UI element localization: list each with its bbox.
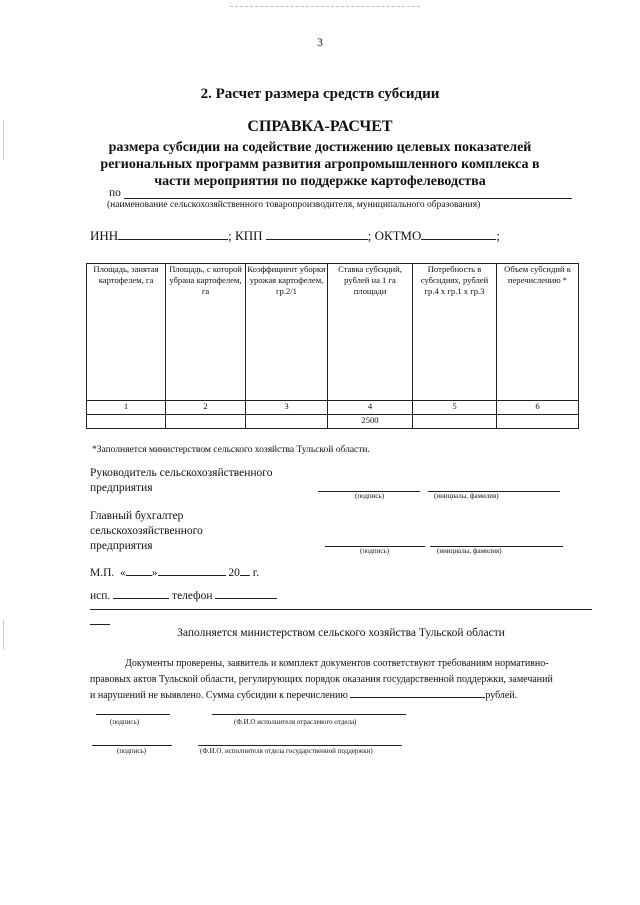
po-label: по: [109, 187, 121, 199]
column-number: 1: [87, 401, 166, 415]
ids-row: [90, 227, 500, 244]
page-number: 3: [317, 37, 323, 49]
accountant-label-line-2: сельскохозяйственного: [90, 525, 203, 537]
accountant-label: [90, 509, 203, 554]
value-cell[interactable]: [497, 415, 579, 429]
quote-close: »: [151, 567, 158, 579]
head-initials-caption: (инициалы, фамилия): [434, 492, 499, 500]
accountant-label-line-1: Главный бухгалтер: [90, 510, 184, 522]
subsidy-amount-field[interactable]: [350, 687, 485, 698]
rubles-label: рублей.: [485, 690, 518, 701]
producer-caption: (наименование сельскохозяйственного товаропроизводителя, муниципального образования): [107, 200, 481, 210]
executor-field[interactable]: [113, 586, 169, 599]
kpp-field[interactable]: [266, 227, 368, 240]
header-cell: Коэффициент уборки урожая картофелем, гр.2/1: [246, 264, 328, 401]
value-cell[interactable]: [166, 415, 246, 429]
year-field[interactable]: [240, 563, 250, 576]
executor-caption-2: (Ф.И.О. исполнителя отдела государственной поддержки): [200, 747, 373, 755]
value-cell[interactable]: [413, 415, 497, 429]
document-subtitle: [0, 139, 640, 190]
header-cell: Ставка субсидий, рублей на 1 га площади: [328, 264, 413, 401]
footnote: *Заполняется министерством сельского хозяйства Тульской области.: [92, 445, 370, 455]
inn-field[interactable]: [118, 227, 228, 240]
value-cell[interactable]: [87, 415, 166, 429]
producer-name-line[interactable]: [124, 198, 572, 199]
subtitle-line-3: части мероприятия по поддержке картофелеводства: [154, 174, 486, 189]
table-number-row: [87, 401, 579, 415]
head-sig-caption: (подпись): [355, 492, 385, 500]
head-label-line-2: предприятия: [90, 482, 153, 494]
document-title: СПРАВКА-РАСЧЕТ: [247, 118, 393, 135]
accountant-initials-caption: (инициалы, фамилия): [437, 547, 502, 555]
kpp-label: ; КПП: [228, 228, 263, 243]
accountant-sig-caption: (подпись): [360, 547, 390, 555]
executor-row: [90, 586, 277, 602]
head-label-line-1: Руководитель сельскохозяйственного: [90, 467, 273, 479]
executor-name-line-2[interactable]: [198, 745, 402, 746]
column-number: 2: [166, 401, 246, 415]
section-heading: 2. Расчет размера средств субсидии: [200, 86, 440, 102]
year-prefix: 20: [228, 567, 240, 579]
column-number: 5: [413, 401, 497, 415]
oktmo-end: ;: [496, 228, 500, 243]
header-cell: Площадь, с которой убрана картофелем, га: [166, 264, 246, 401]
scan-artifact-left-2: [3, 620, 4, 650]
oktmo-field[interactable]: [421, 227, 496, 240]
phone-label: телефон: [172, 590, 213, 602]
docs-paragraph: [90, 656, 553, 704]
sig-line-2[interactable]: [96, 714, 170, 715]
value-cell[interactable]: [246, 415, 328, 429]
accountant-label-line-3: предприятия: [90, 540, 153, 552]
month-field[interactable]: [158, 563, 226, 576]
separator-line: [90, 609, 592, 610]
inn-label: ИНН: [90, 228, 119, 243]
column-number: 3: [246, 401, 328, 415]
column-number: 4: [328, 401, 413, 415]
mp-label: М.П.: [90, 567, 115, 579]
subtitle-line-2: региональных программ развития агропромышленного комплекса в: [100, 157, 540, 172]
table-header-row: [87, 264, 579, 401]
subtitle-line-1: размера субсидии на содействие достижению целевых показателей: [108, 140, 532, 155]
oktmo-label: ; ОКТМО: [367, 228, 422, 243]
isp-label: исп.: [90, 590, 111, 602]
sig-caption-2: (подпись): [110, 718, 140, 726]
scan-artifact-top: [230, 6, 420, 7]
day-field[interactable]: [126, 563, 152, 576]
sig-line-3[interactable]: [92, 745, 172, 746]
value-cell-rate: 2500: [328, 415, 413, 429]
header-cell: Площадь, занятая картофелем, га: [87, 264, 166, 401]
short-separator-line: [90, 624, 110, 625]
executor-caption-1: (Ф.И.О исполнителя отраслевого отдела): [234, 718, 357, 726]
year-suffix: г.: [252, 567, 260, 579]
ministry-heading: Заполняется министерством сельского хозяйства Тульской области: [177, 627, 505, 639]
phone-field[interactable]: [215, 586, 277, 599]
executor-name-line-1[interactable]: [212, 714, 406, 715]
header-cell: Объем субсидий к перечислению *: [497, 264, 579, 401]
calculation-table: [86, 263, 579, 429]
quote-open: «: [120, 567, 126, 579]
column-number: 6: [497, 401, 579, 415]
docs-line-2: правовых актов Тульской области, регулирующих порядок оказания государственной поддержки, замечаний: [90, 673, 553, 685]
head-label: [90, 466, 272, 496]
date-row: [90, 563, 259, 579]
header-cell: Потребность в субсидиях, рублей гр.4 х гр.1 х гр.3: [413, 264, 497, 401]
docs-line-1: Документы проверены, заявитель и комплект документов соответствуют требованиям нормативно-: [125, 658, 549, 669]
table-value-row: [87, 415, 579, 429]
docs-line-3: и нарушений не выявлено. Сумма субсидии к перечислению: [90, 690, 348, 701]
sig-caption-3: (подпись): [117, 747, 147, 755]
docs-line-3-row: [90, 687, 553, 704]
